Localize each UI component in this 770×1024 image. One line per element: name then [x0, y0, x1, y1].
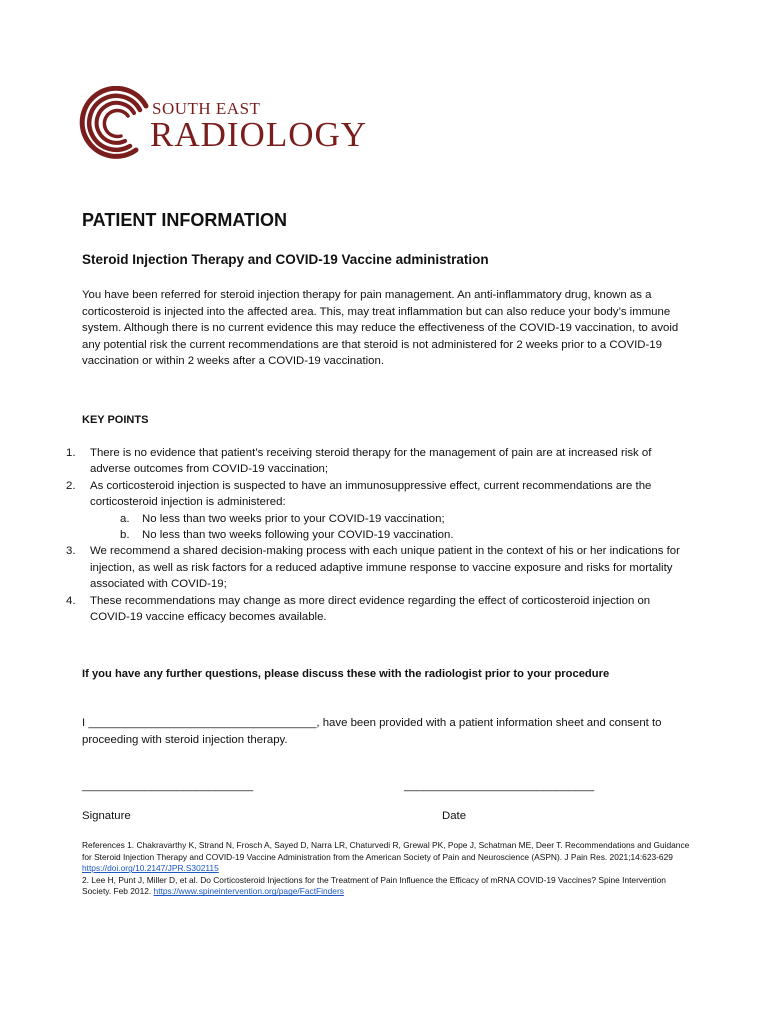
key-point-number: 2. [66, 479, 76, 492]
questions-note: If you have any further questions, please discuss these with the radiologist prior to your procedure [82, 668, 610, 680]
key-point-text: These recommendations may change as more direct evidence regarding the effect of corticosteroid injection on COVID-19 vaccine efficacy becomes available. [90, 594, 651, 624]
key-point [66, 478, 692, 544]
sub-point-letter: b. [120, 529, 130, 542]
key-points-list [66, 445, 692, 625]
sub-point-text: No less than two weeks prior to your COVID-19 vaccination; [142, 512, 445, 525]
sub-point-letter: a. [120, 512, 130, 525]
sub-point [120, 511, 692, 527]
reference-2-text: 2. Lee H, Punt J, Miller D, et al. Do Corticosteroid Injections for the Treatment of Pain Influence the Efficacy of mRNA COVID-19 Vaccines? Spine Intervention Society. Feb 2012. [82, 874, 666, 897]
page-subtitle: Steroid Injection Therapy and COVID-19 Vaccine administration [82, 252, 489, 267]
reference-2-link[interactable]: https://www.spineintervention.org/page/FactFinders [153, 886, 344, 897]
logo-swirl-icon [76, 86, 152, 162]
date-line[interactable]: ______________________________ [404, 780, 595, 792]
key-point-number: 4. [66, 594, 76, 607]
sub-point-text: No less than two weeks following your COVID-19 vaccination. [142, 529, 454, 542]
signature-line[interactable]: ___________________________ [82, 780, 254, 792]
key-point-text: We recommend a shared decision-making process with each unique patient in the context of his or her indications for injection, as well as risk factors for a reduced adaptive immune response to vaccine exposure and risks for mortality associated with COVID-19; [90, 545, 680, 591]
key-point-number: 1. [66, 447, 76, 459]
reference-1-link[interactable]: https://doi.org/10.2147/JPR.S302115 [82, 863, 219, 874]
key-points-heading: KEY POINTS [82, 414, 149, 426]
date-label: Date [442, 810, 467, 822]
sub-points-list [90, 511, 692, 544]
key-point-text: As corticosteroid injection is suspected to have an immunosuppressive effect, current recommendations are the corticosteroid injection is administered: [90, 479, 652, 509]
intro-paragraph: You have been referred for steroid injection therapy for pain management. An anti-inflammatory drug, known as a corticosteroid is injected into the affected area. This, may treat inflammation but can also reduce your body’s immune system. Although there is no current evidence this may reduce the effectiveness of the COVID-19 vaccination, to avoid any potential risk the current recommendations are that steroid is not administered for 2 weeks prior to a COVID-19 vaccination or within 2 weeks after a COVID-19 vaccination. [82, 289, 679, 368]
key-point [66, 543, 692, 592]
sub-point [120, 527, 692, 543]
reference-1-text: References 1. Chakravarthy K, Strand N, Frosch A, Sayed D, Narra LR, Chaturvedi R, Grewal PK, Pope J, Schatman ME, Deer T. Recommendations and Guidance for Steroid Injection Therapy and COVID-19 Vaccine Administration from the American Society of Pain and Neuroscience (ASPN). J Pain Res. 2021;14:623-629 [82, 840, 690, 862]
consent-statement: I ____________________________________, have been provided with a patient information sheet and consent to proceeding with steroid injection therapy. [82, 717, 662, 746]
key-point [66, 593, 692, 626]
references [82, 840, 692, 898]
page-title: PATIENT INFORMATION [82, 210, 287, 230]
signature-label: Signature [82, 810, 131, 822]
key-point-text: There is no evidence that patient’s receiving steroid therapy for the management of pain are at increased risk of adverse outcomes from COVID-19 vaccination; [90, 447, 652, 476]
brand-line2: RADIOLOGY [150, 115, 368, 154]
brand-line1: SOUTH EAST [152, 99, 261, 118]
key-point [66, 445, 692, 478]
key-point-number: 3. [66, 545, 76, 558]
